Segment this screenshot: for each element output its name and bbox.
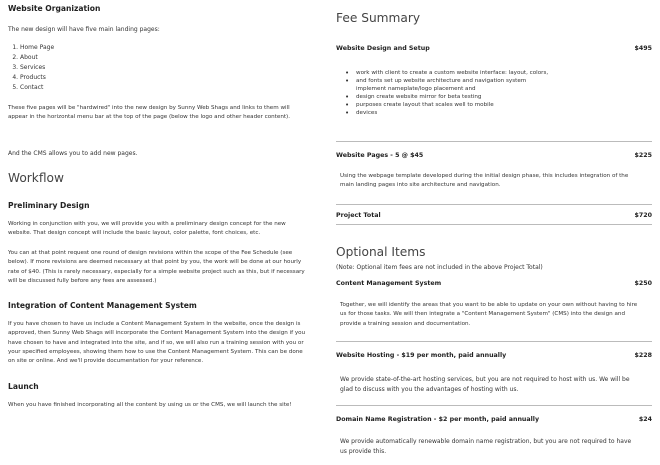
preliminary-design-paragraph-2: You can at that point request one round of design revisions within the scope of the Fee Schedule (see below). If more revisions are deemed necessary at that point by you, the work will be done at our hourly rate of $40. (This is rarely necessary, especially for a simple website project such as this, but if necessary will be discussed fully before any fees are assessed.) <box>8 250 305 284</box>
fee-summary-heading: Fee Summary <box>336 11 421 25</box>
domain-description: We provide automatically renewable domain name registration, but you are not required to have us provide this. <box>340 438 632 455</box>
list-item: 5. Contact <box>20 83 54 93</box>
preliminary-design-paragraph-1: Working in conjunction with you, we will provide you with a preliminary design concept for the new website. That design concept will include the basic layout, color palette, font choices, etc. <box>8 221 286 237</box>
divider <box>336 405 652 406</box>
list-item: 2. About <box>20 53 54 63</box>
cms-add-pages-note: And the CMS allows you to add new pages. <box>8 150 138 157</box>
cms-row <box>336 280 652 287</box>
list-item: 3. Services <box>20 63 54 73</box>
cms-integration-heading: Integration of Content Management System <box>8 301 197 310</box>
hosting-amount: $228 <box>634 352 652 359</box>
launch-heading: Launch <box>8 382 39 391</box>
domain-row <box>336 416 652 423</box>
workflow-heading: Workflow <box>8 171 64 185</box>
optional-items-note: (Note: Optional item fees are not included in the above Project Total) <box>336 264 543 271</box>
cms-integration-paragraph: If you have chosen to have us include a Content Management System in the website, once the design is approved, then Sunny Web Shags will incorporate the Content Management System into the design if you have chosen to have and integrated into the site, and if so, we will also run a training session with you or your specified employees, showing them how to use the Content Management System. This can be done on site or online. And we'll provide documentation for your reference. <box>8 321 306 365</box>
list-item: • purposes create layout that scales well to mobile <box>356 101 646 109</box>
cms-amount: $250 <box>634 280 652 287</box>
divider <box>336 204 652 205</box>
list-item: • work with client to create a custom website interface: layout, colors, <box>356 69 646 77</box>
preliminary-design-heading: Preliminary Design <box>8 201 90 210</box>
list-item: 1. Home Page <box>20 43 54 53</box>
cms-description: Together, we will identify the areas that you want to be able to update on your own without having to hire us for those tasks. We will then integrate a "Content Management System" (CMS) into the design and provide a training session and documentation. <box>340 302 638 327</box>
website-pages-amount: $225 <box>634 152 652 159</box>
hosting-row <box>336 352 652 359</box>
domain-label: Domain Name Registration - $2 per month, paid annually <box>336 416 540 423</box>
optional-items-heading: Optional Items <box>336 245 426 259</box>
hosting-label: Website Hosting - $19 per month, paid annually <box>336 352 507 359</box>
cms-label: Content Management System <box>336 280 442 287</box>
launch-paragraph: When you have finished incorporating all the content by using us or the CMS, we will launch the site! <box>8 402 292 408</box>
list-item: implement nameplate/logo placement and <box>356 86 476 92</box>
project-total-row <box>336 212 652 219</box>
list-item: 4. Products <box>20 73 54 83</box>
design-setup-label: Website Design and Setup <box>336 45 430 52</box>
divider <box>336 341 652 342</box>
project-total-label: Project Total <box>336 212 381 219</box>
design-setup-amount: $495 <box>634 45 652 52</box>
list-item: • design create website mirror for beta testing <box>356 93 646 101</box>
divider <box>336 141 652 142</box>
divider <box>336 224 652 225</box>
hosting-description: We provide state-of-the-art hosting services, but you are not required to host with us. We will be glad to discuss with you the advantages of hosting with us. <box>340 376 630 393</box>
website-organization-heading: Website Organization <box>8 4 101 13</box>
design-setup-row <box>336 45 652 52</box>
organization-intro: The new design will have five main landing pages: <box>8 26 160 33</box>
domain-amount: $24 <box>638 416 652 423</box>
design-feature-list <box>356 69 646 117</box>
website-pages-description: Using the webpage template developed during the initial design phase, this includes integration of the main landing pages into site architecture and navigation. <box>340 173 629 189</box>
website-pages-label: Website Pages - 5 @ $45 <box>336 152 424 159</box>
list-item: • and fonts set up website architecture and navigation system <box>356 77 646 85</box>
list-item: • devices <box>356 109 646 117</box>
landing-pages-list <box>8 43 54 93</box>
project-total-amount: $720 <box>634 212 652 219</box>
website-pages-row <box>336 152 652 159</box>
hardwired-note: These five pages will be "hardwired" into the new design by Sunny Web Shags and links to them will appear in the horizontal menu bar at the top of the page (below the logo and other header content). <box>8 105 291 121</box>
